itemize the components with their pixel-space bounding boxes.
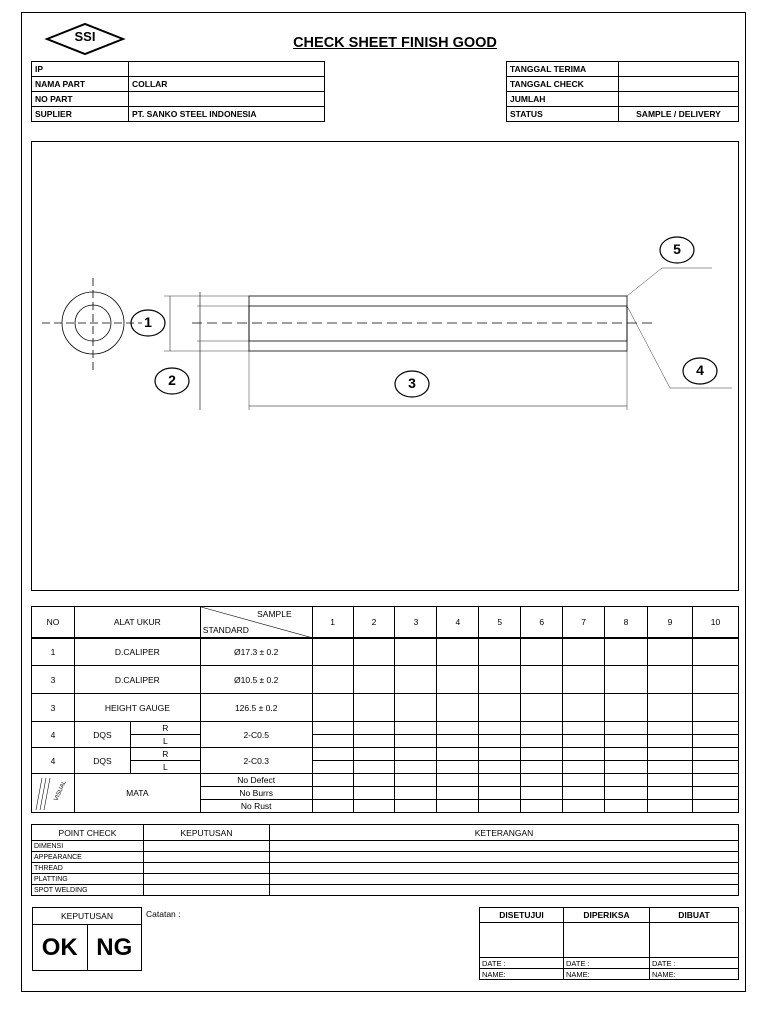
info-value: COLLAR <box>129 77 325 92</box>
measurement-row: 3 HEIGHT GAUGE 126.5 ± 0.2 <box>32 694 739 722</box>
point-check-row: DIMENSI <box>32 841 739 852</box>
header-diperiksa: DIPERIKSA <box>564 908 650 923</box>
decision-label: KEPUTUSAN <box>33 908 141 925</box>
balloon-label-4: 4 <box>696 362 704 378</box>
info-row: NO PART <box>32 92 325 107</box>
point-check-row: THREAD <box>32 863 739 874</box>
info-value <box>129 62 325 77</box>
leader-4 <box>627 306 670 388</box>
info-row: SUPLIER PT. SANKO STEEL INDONESIA <box>32 107 325 122</box>
info-row: STATUS SAMPLE / DELIVERY <box>507 107 739 122</box>
measurement-header-row <box>32 607 739 638</box>
visual-stamp: VISUAL <box>53 780 68 802</box>
ok-option[interactable]: OK <box>33 925 88 971</box>
visual-row: VISUAL MATA No Defect <box>32 774 739 787</box>
measurement-row: 1 D.CALIPER Ø17.3 ± 0.2 <box>32 638 739 666</box>
info-row: IP <box>32 62 325 77</box>
dqs-row: 4 DQS R 2-C0.3 <box>32 748 739 761</box>
sample-col-header: 9 <box>648 607 693 638</box>
signature-table <box>479 907 739 980</box>
signature-box-dibuat[interactable] <box>650 923 739 958</box>
dqs-row: L <box>32 761 739 774</box>
info-value <box>619 92 739 107</box>
header-no: NO <box>32 607 75 638</box>
header-dibuat: DIBUAT <box>650 908 739 923</box>
visual-row: No Burrs <box>32 787 739 800</box>
sample-col-header: 5 <box>479 607 521 638</box>
info-left-table <box>31 61 325 122</box>
signature-space-row <box>480 923 739 958</box>
sample-col-header: 7 <box>563 607 605 638</box>
balloon-label-1: 1 <box>144 314 152 330</box>
info-row: TANGGAL TERIMA <box>507 62 739 77</box>
point-check-table <box>31 824 739 896</box>
point-check-row: APPEARANCE <box>32 852 739 863</box>
balloon-label-2: 2 <box>168 372 176 388</box>
sample-col-header: 4 <box>437 607 479 638</box>
sample-col-header: 8 <box>605 607 648 638</box>
header-standard: STANDARD <box>202 624 249 635</box>
sample-col-header: 6 <box>521 607 563 638</box>
dqs-row: 4 DQS R 2-C0.5 <box>32 722 739 735</box>
visual-row: No Rust <box>32 800 739 813</box>
header-tool: ALAT UKUR <box>74 607 200 638</box>
page-title: CHECK SHEET FINISH GOOD <box>293 35 497 51</box>
header-sample: SAMPLE <box>257 609 292 619</box>
logo-text: SSI <box>74 29 96 44</box>
info-value <box>619 62 739 77</box>
visual-stamp-cell <box>32 774 75 813</box>
measurement-table <box>31 606 739 813</box>
signature-date-row: DATE : DATE : DATE : <box>480 958 739 969</box>
info-row: TANGGAL CHECK <box>507 77 739 92</box>
info-value <box>619 77 739 92</box>
header-disetujui: DISETUJUI <box>480 908 564 923</box>
info-value: PT. SANKO STEEL INDONESIA <box>129 107 325 122</box>
balloon-label-3: 3 <box>408 375 416 391</box>
signature-header-row <box>480 908 739 923</box>
measurement-row: 3 D.CALIPER Ø10.5 ± 0.2 <box>32 666 739 694</box>
notes-label: Catatan : <box>146 909 181 919</box>
point-check-header-row <box>32 825 739 841</box>
sample-col-header: 2 <box>353 607 395 638</box>
side-view-bore <box>249 306 627 341</box>
leader-5 <box>627 268 662 296</box>
side-view-outer <box>249 296 627 351</box>
signature-name-row: NAME: NAME: NAME: <box>480 969 739 980</box>
header-keterangan: KETERANGAN <box>270 825 739 841</box>
point-check-row: PLATTING <box>32 874 739 885</box>
signature-box-disetujui[interactable] <box>480 923 564 958</box>
signature-box-diperiksa[interactable] <box>564 923 650 958</box>
ng-option[interactable]: NG <box>96 934 133 961</box>
sample-col-header: 1 <box>312 607 353 638</box>
header-point-check: POINT CHECK <box>32 825 144 841</box>
header-keputusan: KEPUTUSAN <box>144 825 270 841</box>
info-row: NAMA PART COLLAR <box>32 77 325 92</box>
info-row: JUMLAH <box>507 92 739 107</box>
sample-col-header: 10 <box>692 607 738 638</box>
dqs-row: L <box>32 735 739 748</box>
info-right-table <box>506 61 739 122</box>
point-check-row: SPOT WELDING <box>32 885 739 896</box>
status-value: SAMPLE / DELIVERY <box>619 107 739 122</box>
collar-drawing <box>32 142 738 590</box>
sample-col-header: 3 <box>395 607 437 638</box>
info-value <box>129 92 325 107</box>
header-sample-standard <box>200 607 312 638</box>
balloon-label-5: 5 <box>673 241 681 257</box>
part-drawing-area <box>31 141 739 591</box>
decision-box <box>32 907 142 971</box>
